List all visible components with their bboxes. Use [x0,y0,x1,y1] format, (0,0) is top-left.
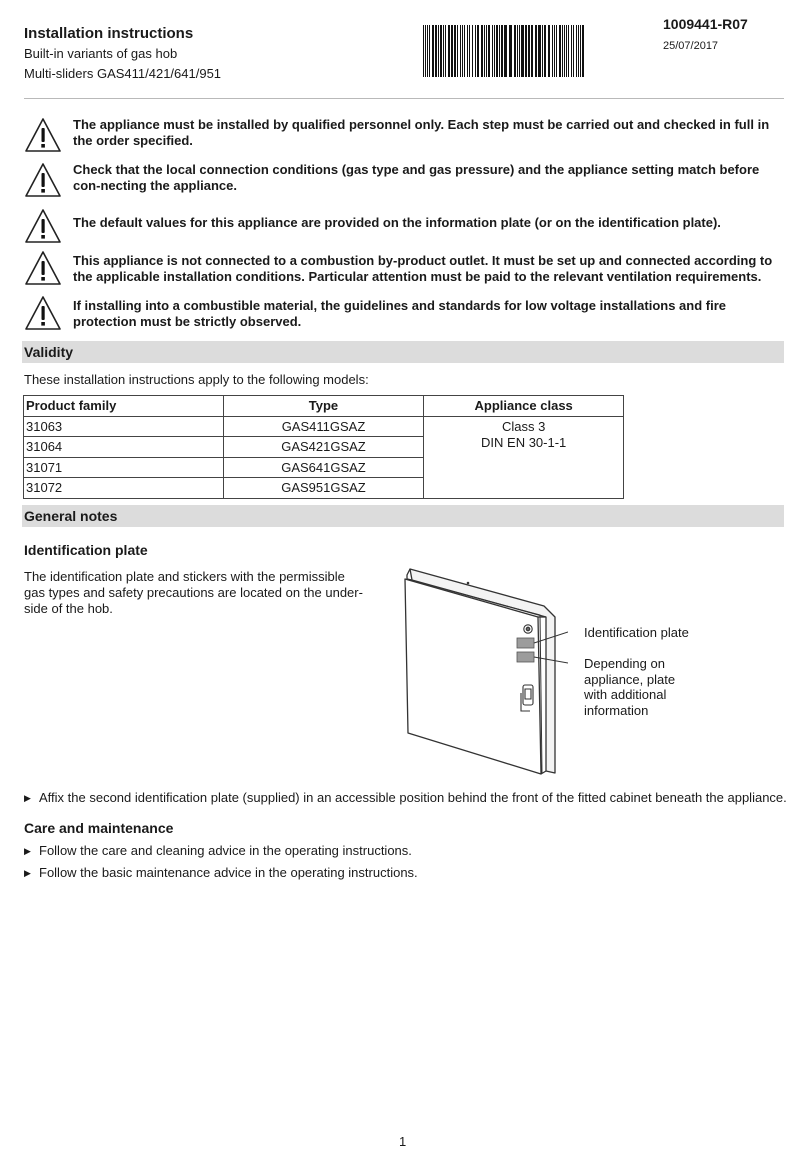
barcode-bar [568,25,569,77]
barcode-bar [528,25,530,77]
barcode-bar [517,25,518,77]
barcode-bar [492,25,493,77]
warning-text: The default values for this appliance are provided on the information plate (or on the identification plate). [73,215,721,230]
product-family-cell: 31071 [24,457,224,478]
barcode-bar [488,25,490,77]
subheading-identification-plate: Identification plate [24,542,148,558]
models-table [23,395,624,499]
warning-triangle-icon [24,295,62,331]
barcode-bar [432,25,434,77]
identification-paragraph-line: side of the hob. [24,601,113,616]
identification-paragraph-line: The identification plate and stickers with the permissible [24,569,345,584]
section-header-general-notes [22,505,784,527]
warning-text: If installing into a combustible material, the guidelines and standards for low voltage installations and fire protection must be strictly observed. [73,298,726,329]
type-cell: GAS421GSAZ [223,437,424,458]
hob-body [405,569,555,774]
subheading-care-maintenance: Care and maintenance [24,820,174,836]
barcode-bar [544,25,546,77]
barcode [423,25,585,77]
barcode-bar [435,25,437,77]
warning-text: The appliance must be installed by qualified personnel only. Each step must be carried out and checked in full in the order specified. [73,117,770,148]
barcode-bar [521,25,524,77]
additional-plate-marker [517,652,534,662]
barcode-bar [519,25,520,77]
hob-underside-illustration [398,565,568,777]
identification-paragraph-line: gas types and safety precautions are located on the under- [24,585,363,600]
barcode-bar [504,25,507,77]
section-header-validity [22,341,784,363]
barcode-bar [429,25,430,77]
barcode-bar [457,25,458,77]
appliance-class: Class 3 [501,418,546,434]
barcode-bar [481,25,483,77]
barcode-bar [566,25,567,77]
model-line: Multi-sliders GAS411/421/641/951 [24,66,222,81]
list-item [24,865,418,880]
barcode-bar [427,25,428,77]
appliance-standard: DIN EN 30-1-1 [481,434,567,450]
barcode-bar [573,25,574,77]
document-subtitle: Built-in variants of gas hob [24,46,178,61]
callout-identification-plate: Identification plate [584,625,689,640]
barcode-bar [576,25,577,77]
column-header: Appliance class [424,396,624,417]
barcode-bar [499,25,500,77]
barcode-bar [580,25,581,77]
column-header: Type [223,396,424,417]
barcode-bar [484,25,485,77]
list-item [24,790,787,805]
type-cell: GAS951GSAZ [223,478,424,499]
barcode-bar [582,25,584,77]
barcode-bar [514,25,516,77]
section-title: Validity [24,344,74,360]
list-item-text: Follow the basic maintenance advice in the operating instructions. [39,865,418,880]
barcode-bar [454,25,456,77]
product-family-cell: 31064 [24,437,224,458]
product-family-cell: 31063 [24,416,224,437]
barcode-bar [501,25,503,77]
barcode-bar [542,25,543,77]
validity-intro: These installation instructions apply to the following models: [24,372,369,387]
barcode-bar [445,25,446,77]
identification-plate-marker [517,638,534,648]
barcode-bar [423,25,424,77]
table-header-row [24,396,624,417]
barcode-bar [564,25,565,77]
barcode-bar [554,25,555,77]
warning-triangle-icon [24,250,62,286]
type-cell: GAS641GSAZ [223,457,424,478]
type-cell: GAS411GSAZ [223,416,424,437]
barcode-bar [448,25,450,77]
callout-additional-plate: with additional [584,687,667,702]
warning-text: Check that the local connection conditions (gas type and gas pressure) and the appliance setting match before con-necting the appliance. [73,162,760,193]
header-divider [24,98,784,99]
table-row [24,416,624,437]
document-date: 25/07/2017 [663,40,719,52]
warning-triangle-icon [24,162,62,198]
hob-foot [467,582,470,585]
column-header: Product family [24,396,224,417]
document-number: 1009441-R07 [663,16,748,32]
barcode-bar [552,25,553,77]
list-item [24,843,412,858]
callout-additional-plate: information [584,702,649,718]
page-number: 1 [399,1134,407,1149]
barcode-bar [440,25,442,77]
barcode-bar [467,25,468,77]
barcode-bar [451,25,453,77]
document-title: Installation instructions [24,25,194,42]
barcode-bar [460,25,461,77]
barcode-bar [535,25,537,77]
barcode-bar [562,25,563,77]
barcode-bar [477,25,479,77]
warning-triangle-icon [24,117,62,153]
list-item-text: Affix the second identification plate (supplied) in an accessible position behind the front of the fitted cabinet beneath the appliance. [39,790,787,805]
barcode-bar [494,25,495,77]
barcode-bar [425,25,426,77]
barcode-bar [464,25,465,77]
barcode-bar [462,25,463,77]
barcode-bar [475,25,476,77]
list-item-text: Follow the care and cleaning advice in the operating instructions. [39,843,412,858]
barcode-bar [443,25,444,77]
connector-icon [524,625,532,633]
barcode-bar [548,25,550,77]
warning-text: This appliance is not connected to a combustion by-product outlet. It must be set up and connected according to the applicable installation conditions. Particular attention must be paid to the relevant ventilation requirements. [73,253,773,284]
barcode-bar [571,25,572,77]
barcode-bar [486,25,487,77]
barcode-bar [538,25,541,77]
barcode-bar [556,25,557,77]
bullet-triangle-icon: ▶ [24,846,31,856]
section-title: General notes [24,508,118,524]
callout-additional-plate: Depending on [584,656,665,671]
barcode-bar [438,25,439,77]
barcode-bar [472,25,473,77]
bullet-triangle-icon: ▶ [24,793,31,803]
warning-triangle-icon [24,208,62,244]
barcode-bar [578,25,579,77]
bullet-triangle-icon: ▶ [24,868,31,878]
callout-additional-plate: appliance, plate [584,671,676,687]
barcode-bar [469,25,470,77]
barcode-bar [531,25,533,77]
product-family-cell: 31072 [24,478,224,499]
appliance-class-cell [424,416,624,498]
barcode-bar [525,25,527,77]
barcode-bar [559,25,561,77]
barcode-bar [509,25,512,77]
barcode-bar [496,25,498,77]
